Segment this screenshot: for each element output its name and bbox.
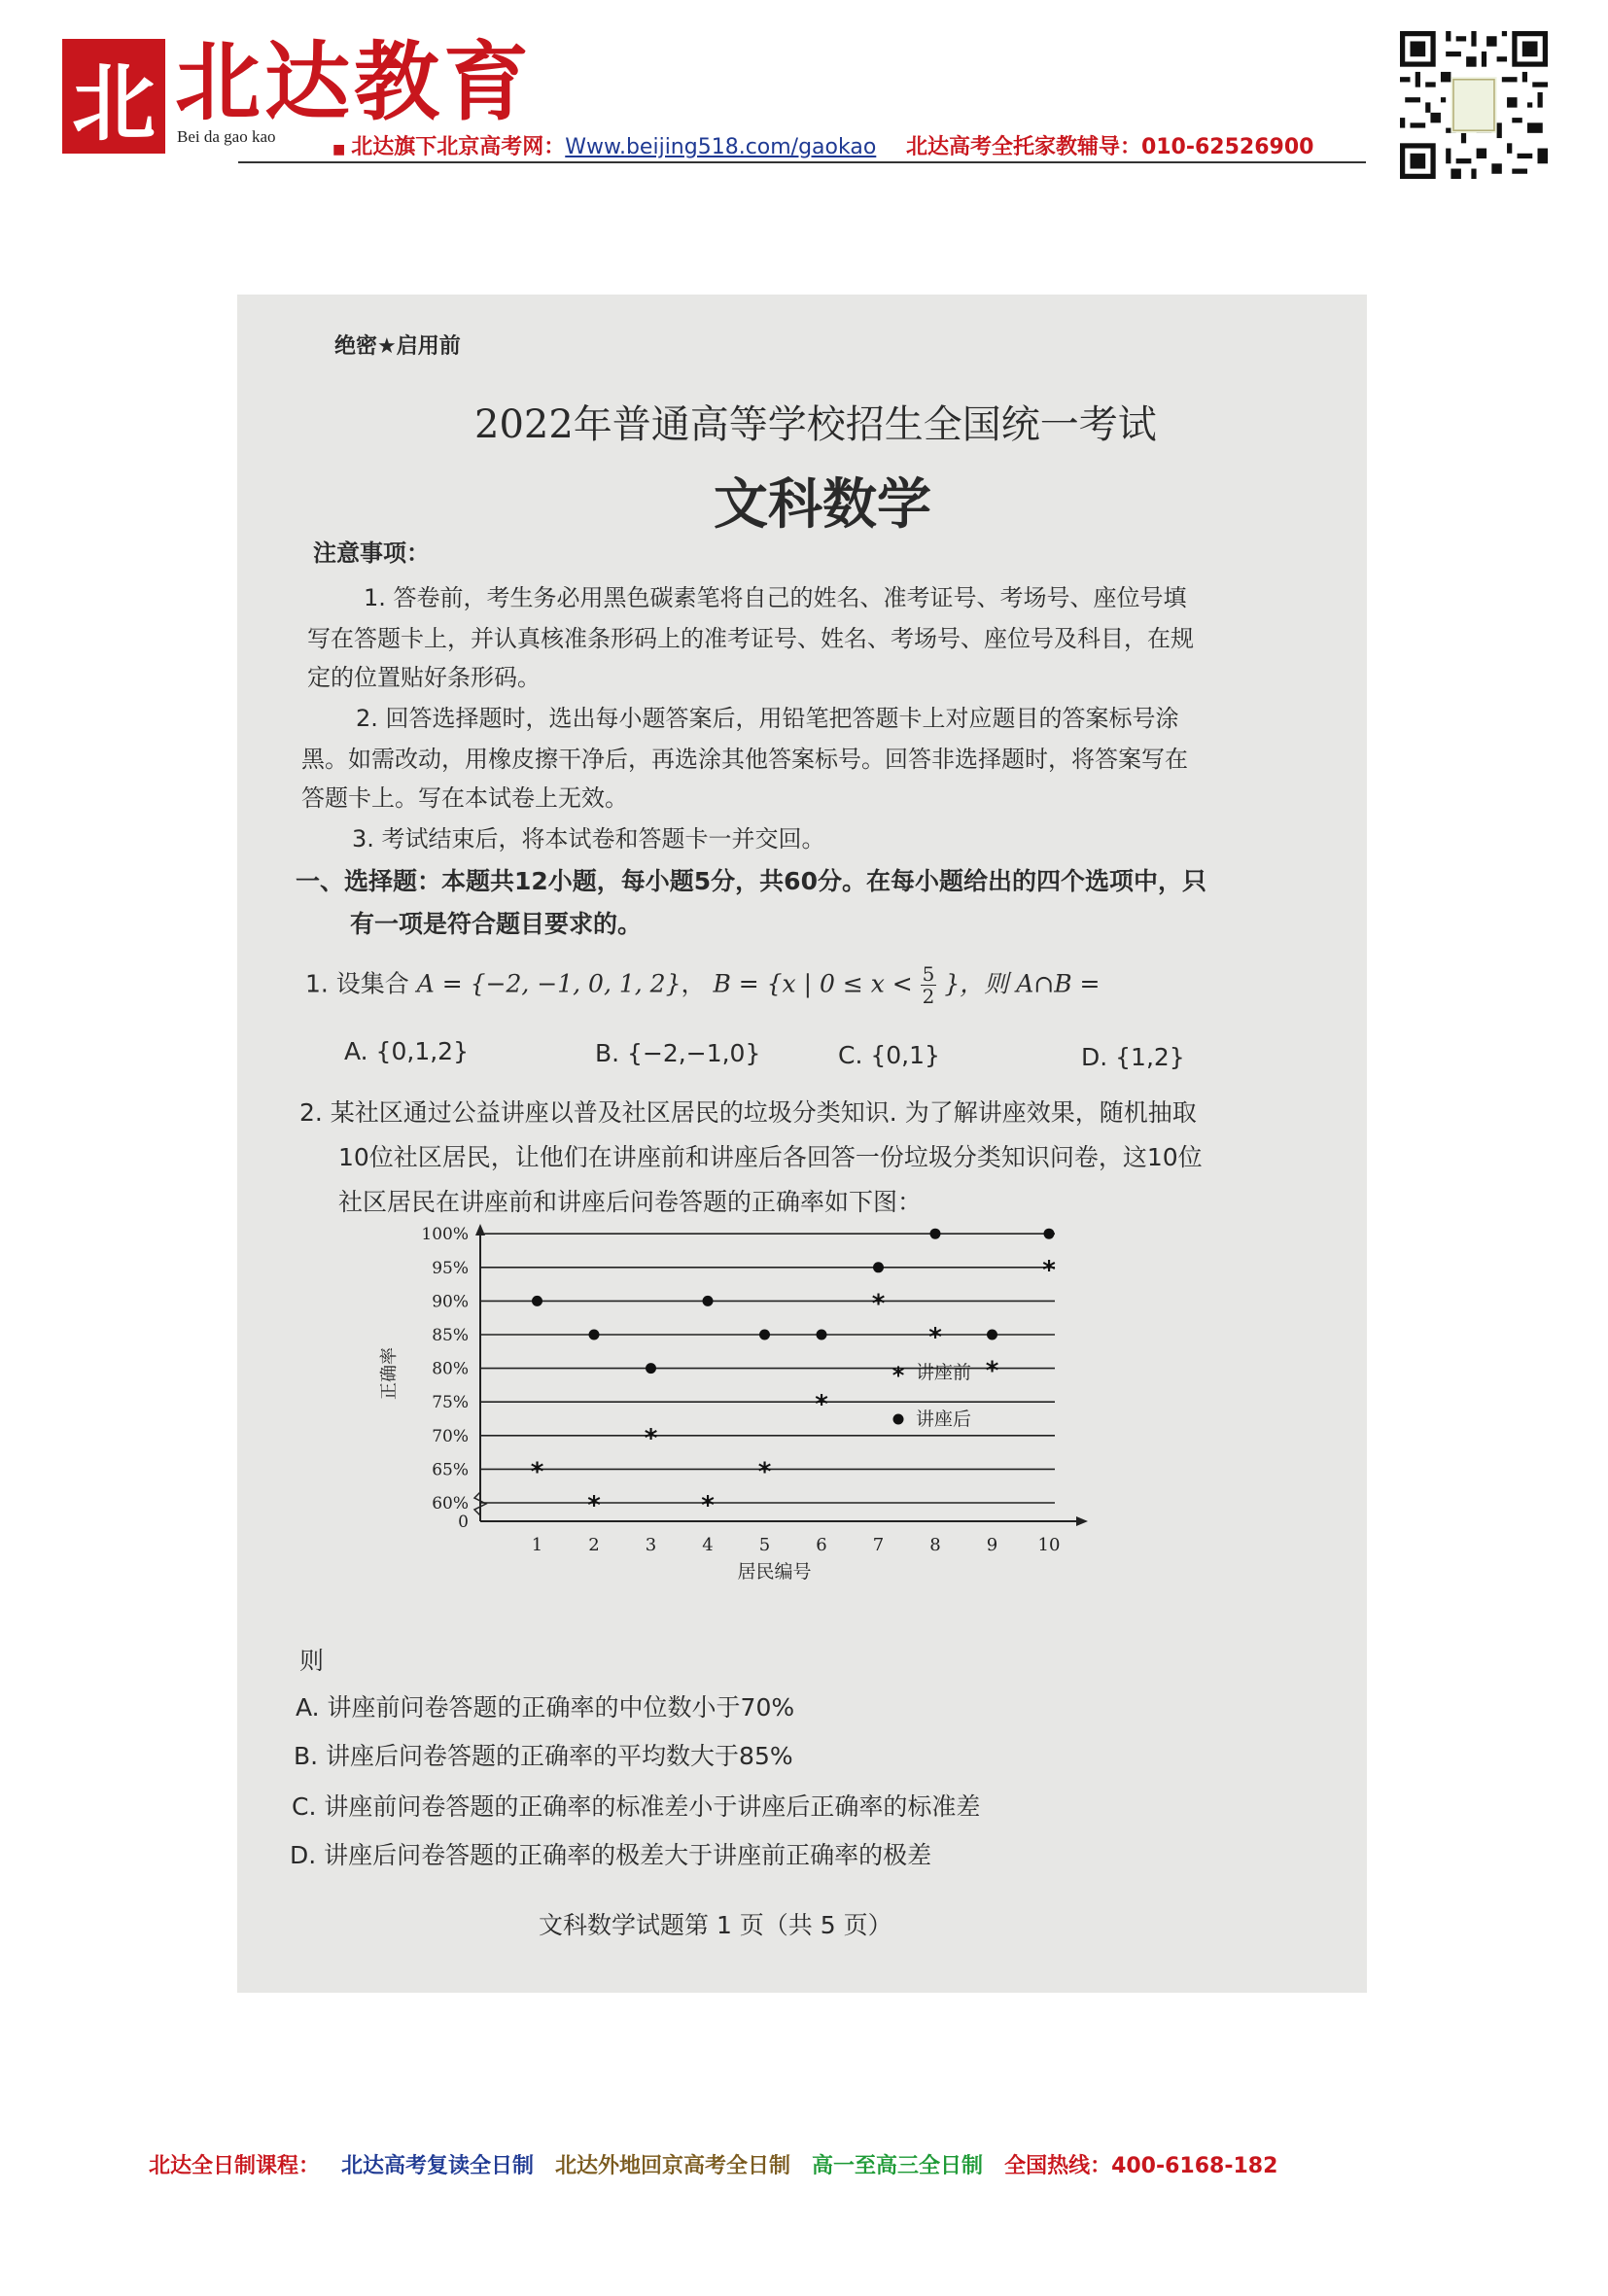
q1-option-c: C. {0,1}	[838, 1041, 940, 1069]
logo-mark	[62, 39, 165, 154]
section-heading: 一、选择题：本题共12小题，每小题5分，共60分。在每小题给出的四个选项中，只	[296, 867, 1206, 895]
point-before: *	[985, 1356, 999, 1386]
exam-paper-scan	[237, 295, 1367, 1993]
exam-title: 2022年普通高等学校招生全国统一考试	[474, 402, 1157, 447]
q1-suffix: ，则 A∩B =	[960, 969, 1101, 998]
q2-then: 则	[299, 1647, 325, 1675]
point-after	[646, 1363, 656, 1374]
x-tick-label: 7	[872, 1535, 885, 1555]
y-tick-label: 60%	[432, 1494, 469, 1513]
point-after	[532, 1296, 542, 1306]
y-tick-label: 0	[458, 1513, 469, 1532]
y-tick-label: 80%	[432, 1359, 469, 1379]
question-2-stem: 2. 某社区通过公益讲座以普及社区居民的垃圾分类知识. 为了解讲座效果，随机抽取	[299, 1098, 1197, 1127]
point-before: *	[757, 1457, 772, 1487]
x-tick-label: 2	[588, 1535, 600, 1555]
footer-course-return: 北达外地回京高考全日制	[555, 2154, 791, 2178]
footer-courses-label: 北达全日制课程：	[149, 2154, 321, 2178]
q2-option-b: B. 讲座后问卷答题的正确率的平均数大于85%	[294, 1742, 793, 1770]
q1-option-a: A. {0,1,2}	[344, 1037, 469, 1065]
notice-line: 定的位置贴好条形码。	[307, 664, 541, 691]
y-tick-label: 75%	[432, 1393, 469, 1413]
notice-line: 答题卡上。写在本试卷上无效。	[301, 784, 628, 812]
point-before: *	[1042, 1255, 1056, 1285]
notice-line: 黑。如需改动，用橡皮擦干净后，再选涂其他答案标号。回答非选择题时，将答案写在	[301, 746, 1188, 773]
logo-subtitle: Bei da gao kao	[177, 127, 276, 146]
y-tick-label: 95%	[432, 1258, 469, 1278]
point-before: *	[587, 1491, 601, 1520]
notice-heading: 注意事项：	[313, 539, 430, 567]
legend-marker-before: *	[891, 1362, 905, 1389]
footer-hotline: 全国热线：400-6168-182	[1004, 2154, 1278, 2178]
point-before: *	[644, 1423, 658, 1453]
point-after	[589, 1330, 600, 1340]
legend-marker-after	[893, 1414, 904, 1425]
footer-course-grades: 高一至高三全日制	[812, 2154, 984, 2178]
x-tick-label: 5	[758, 1535, 771, 1555]
q1-prefix: 1. 设集合	[305, 969, 409, 998]
point-after	[987, 1330, 997, 1340]
notice-line: 1. 答卷前，考生务必用黑色碳素笔将自己的姓名、准考证号、考场号、座位号填	[364, 584, 1187, 611]
point-before: *	[928, 1323, 942, 1352]
header-info-line	[177, 130, 1313, 160]
q1-set-a: A = {−2, −1, 0, 1, 2}	[416, 969, 682, 998]
point-after	[703, 1296, 714, 1306]
q2-option-a: A. 讲座前问卷答题的正确率的中位数小于70%	[296, 1693, 795, 1722]
point-before: *	[530, 1457, 544, 1487]
x-tick-label: 1	[531, 1535, 543, 1555]
point-after	[817, 1330, 827, 1340]
y-tick-label: 100%	[421, 1225, 469, 1245]
logo-name: 北达教育	[175, 31, 534, 132]
notice-line: 写在答题卡上，并认真核准条形码上的准考证号、姓名、考场号、座位号及科目，在规	[307, 625, 1194, 652]
header-divider	[238, 161, 1366, 163]
square-bullet-icon: ■	[332, 142, 346, 157]
x-tick-label: 9	[986, 1535, 998, 1555]
subject-title: 文科数学	[714, 472, 931, 537]
x-axis-label: 居民编号	[737, 1561, 812, 1583]
legend-label-before: 讲座前	[916, 1362, 972, 1383]
y-tick-label: 65%	[432, 1460, 469, 1480]
notice-line: 2. 回答选择题时，选出每小题答案后，用铅笔把答题卡上对应题目的答案标号涂	[356, 705, 1179, 732]
q2-option-d: D. 讲座后问卷答题的正确率的极差大于讲座前正确率的极差	[290, 1841, 932, 1869]
question-1-stem: 1. 设集合 A = {−2, −1, 0, 1, 2}， B = {x | 0 ≤ x < $\frac{5}{2}$ }，则 A∩B =	[305, 962, 1101, 1008]
y-tick-label: 90%	[432, 1292, 469, 1312]
y-tick-label: 70%	[432, 1426, 469, 1446]
x-tick-label: 4	[702, 1535, 714, 1555]
x-tick-label: 3	[645, 1535, 657, 1555]
point-before: *	[815, 1390, 828, 1420]
y-tick-label: 85%	[432, 1326, 469, 1345]
x-axis-arrow-icon	[1076, 1516, 1088, 1526]
q1-set-b: B = {x | 0 ≤ x <	[713, 969, 913, 998]
point-after	[930, 1229, 941, 1239]
y-axis-label: 正确率	[379, 1347, 400, 1400]
q1-frac-num: 5	[922, 962, 935, 986]
q1-option-b: B. {−2,−1,0}	[595, 1039, 761, 1067]
header-site-label: 北达旗下北京高考网：	[351, 135, 566, 159]
qr-code-icon	[1400, 31, 1548, 179]
point-after	[1044, 1229, 1055, 1239]
header-tutor-text: 北达高考全托家教辅导：010-62526900	[905, 135, 1314, 159]
x-tick-label: 6	[816, 1535, 827, 1555]
page-footer-bar	[149, 2149, 1299, 2179]
legend-label-after: 讲座后	[916, 1409, 972, 1430]
point-before: *	[871, 1289, 886, 1319]
question-2-stem-cont: 社区居民在讲座前和讲座后问卷答题的正确率如下图：	[338, 1188, 923, 1216]
x-tick-label: 10	[1037, 1535, 1061, 1555]
point-before: *	[701, 1491, 715, 1520]
q1-frac-den: 2	[922, 985, 935, 1008]
q2-option-c: C. 讲座前问卷答题的正确率的标准差小于讲座后正确率的标准差	[292, 1792, 981, 1821]
footer-course-repeat: 北达高考复读全日制	[341, 2154, 535, 2178]
logo-char: 北	[72, 54, 156, 153]
question-2-stem-cont: 10位社区居民，让他们在讲座前和讲座后各回答一份垃圾分类知识问卷，这10位	[338, 1143, 1203, 1171]
x-tick-label: 8	[929, 1535, 941, 1555]
q1-option-d: D. {1,2}	[1081, 1043, 1185, 1071]
accuracy-scatter-chart	[373, 1225, 1061, 1617]
notice-line: 3. 考试结束后，将本试卷和答题卡一并交回。	[352, 825, 825, 852]
q1-fraction	[921, 963, 937, 1007]
section-heading-cont: 有一项是符合题目要求的。	[350, 910, 643, 938]
q1-set-b-close: }	[944, 969, 961, 998]
page-number-footer: 文科数学试题第 1 页（共 5 页）	[539, 1911, 892, 1939]
header-site-link[interactable]: Www.beijing518.com/gaokao	[565, 135, 877, 159]
point-after	[873, 1262, 884, 1272]
point-after	[759, 1330, 770, 1340]
confidential-mark: 绝密★启用前	[334, 334, 461, 359]
